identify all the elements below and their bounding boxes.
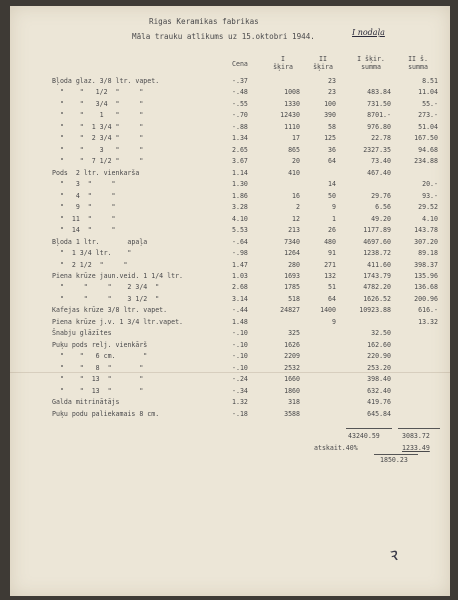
table-row xyxy=(10,272,450,283)
row-sum-second: 20.- xyxy=(422,180,438,189)
row-price: 2.68 xyxy=(232,283,248,292)
final-underline xyxy=(374,454,418,455)
row-item-name: " 3 " " xyxy=(52,180,116,189)
document-subtitle: Māla trauku atlikums uz 15.oktobri 1944. xyxy=(132,32,315,41)
row-price: -.10 xyxy=(232,340,248,349)
row-item-name: Galda mitrinātājs xyxy=(52,398,120,407)
column-header-s2: II š. summa xyxy=(408,55,428,71)
row-price: 1.03 xyxy=(232,271,248,280)
column-header-q1: I šķira xyxy=(273,55,293,71)
row-qty-first: 1626 xyxy=(284,340,300,349)
row-qty-first: 3588 xyxy=(284,409,300,418)
row-sum-first: 49.20 xyxy=(371,214,391,223)
row-sum-first: 632.40 xyxy=(367,386,391,395)
row-qty-first: 2209 xyxy=(284,352,300,361)
table-row xyxy=(10,226,450,237)
table-row xyxy=(10,249,450,260)
row-price: -.88 xyxy=(232,122,248,131)
row-qty-first: 12430 xyxy=(280,111,300,120)
row-item-name: Šnabju glāzītes xyxy=(52,329,112,338)
row-qty-second: 14 xyxy=(328,180,336,189)
row-sum-first: 4782.20 xyxy=(363,283,391,292)
row-sum-first: 1626.52 xyxy=(363,294,391,303)
row-sum-first: 162.60 xyxy=(367,340,391,349)
row-item-name: " " 13 " " xyxy=(52,386,144,395)
row-price: -.34 xyxy=(232,386,248,395)
row-qty-second: 125 xyxy=(324,134,336,143)
row-qty-first: 865 xyxy=(288,145,300,154)
row-qty-first: 1785 xyxy=(284,283,300,292)
column-header-s1: I šķir. summa xyxy=(357,55,385,71)
row-qty-second: 23 xyxy=(328,77,336,85)
table-row xyxy=(10,123,450,134)
row-price: -.10 xyxy=(232,329,248,338)
row-qty-first: 410 xyxy=(288,168,300,177)
table-row xyxy=(10,111,450,122)
row-item-name: " " " 3 1/2 " xyxy=(52,294,160,303)
row-sum-second: 200.96 xyxy=(414,294,438,303)
row-qty-second: 480 xyxy=(324,237,336,246)
row-item-name: Puķu podu paliekamais 8 cm. xyxy=(52,409,160,418)
table-row xyxy=(10,364,450,375)
row-qty-first: 24827 xyxy=(280,306,300,315)
row-price: -.18 xyxy=(232,409,248,418)
row-item-name: " " 1 " " xyxy=(52,111,144,120)
row-price: -.64 xyxy=(232,237,248,246)
total-sum-2: 3083.72 xyxy=(402,432,430,440)
row-price: -.70 xyxy=(232,111,248,120)
row-item-name: Kafejas krūze 3/8 ltr. vapet. xyxy=(52,306,168,315)
table-row xyxy=(10,295,450,306)
row-sum-first: 645.84 xyxy=(367,409,391,418)
row-sum-second: 234.88 xyxy=(414,157,438,166)
row-sum-second: 51.04 xyxy=(418,122,438,131)
table-row xyxy=(10,410,450,421)
row-item-name: " 11 " " xyxy=(52,214,116,223)
row-qty-second: 51 xyxy=(328,283,336,292)
row-price: 5.53 xyxy=(232,226,248,235)
company-title: Rigas Keramikas fabrikas xyxy=(149,17,259,26)
table-row xyxy=(10,341,450,352)
total-underline-1 xyxy=(346,428,392,429)
row-sum-second: 94.68 xyxy=(418,145,438,154)
row-sum-first: 4697.60 xyxy=(363,237,391,246)
row-sum-first: 1177.89 xyxy=(363,226,391,235)
row-qty-second: 64 xyxy=(328,157,336,166)
row-price: 2.65 xyxy=(232,145,248,154)
row-price: 3.14 xyxy=(232,294,248,303)
row-price: -.44 xyxy=(232,306,248,315)
table-row xyxy=(10,192,450,203)
row-sum-second: 135.96 xyxy=(414,271,438,280)
row-item-name: " " 3 " " xyxy=(52,145,144,154)
row-price: 3.67 xyxy=(232,157,248,166)
column-header-q2: II šķira xyxy=(313,55,333,71)
row-sum-first: 1743.79 xyxy=(363,271,391,280)
row-price: -.48 xyxy=(232,88,248,97)
row-item-name: " 2 1/2 " " xyxy=(52,260,128,269)
row-price: -.24 xyxy=(232,375,248,384)
row-qty-second: 271 xyxy=(324,260,336,269)
row-price: 3.28 xyxy=(232,203,248,212)
row-price: 4.10 xyxy=(232,214,248,223)
row-sum-second: 89.18 xyxy=(418,249,438,258)
row-sum-first: 1238.72 xyxy=(363,249,391,258)
row-sum-second: 273.- xyxy=(418,111,438,120)
row-qty-first: 1660 xyxy=(284,375,300,384)
row-sum-first: 253.20 xyxy=(367,363,391,372)
table-row xyxy=(10,352,450,363)
row-qty-first: 1693 xyxy=(284,271,300,280)
row-qty-first: 1860 xyxy=(284,386,300,395)
row-price: -.55 xyxy=(232,99,248,108)
row-sum-first: 6.56 xyxy=(375,203,391,212)
row-item-name: " " 6 cm. " xyxy=(52,352,148,361)
row-qty-second: 23 xyxy=(328,88,336,97)
row-sum-first: 411.60 xyxy=(367,260,391,269)
row-qty-second: 58 xyxy=(328,122,336,131)
row-sum-first: 220.90 xyxy=(367,352,391,361)
row-item-name: " " 1 3/4 " " xyxy=(52,122,144,131)
row-qty-second: 9 xyxy=(332,203,336,212)
row-qty-first: 280 xyxy=(288,260,300,269)
row-price: -.10 xyxy=(232,352,248,361)
row-price: 1.48 xyxy=(232,317,248,326)
table-row xyxy=(10,100,450,111)
column-header-price: Cena xyxy=(232,60,248,68)
row-sum-second: 167.50 xyxy=(414,134,438,143)
table-row xyxy=(10,375,450,386)
row-sum-second: 13.32 xyxy=(418,317,438,326)
row-price: 1.34 xyxy=(232,134,248,143)
discount-value: 1233.49 xyxy=(402,444,430,452)
row-price: 1.32 xyxy=(232,398,248,407)
row-qty-second: 36 xyxy=(328,145,336,154)
row-qty-second: 9 xyxy=(332,317,336,326)
row-sum-second: 93.- xyxy=(422,191,438,200)
row-item-name: " 9 " " xyxy=(52,203,116,212)
row-item-name: " 14 " " xyxy=(52,226,116,235)
row-sum-second: 29.52 xyxy=(418,203,438,212)
row-sum-first: 73.40 xyxy=(371,157,391,166)
row-qty-first: 318 xyxy=(288,398,300,407)
row-qty-second: 26 xyxy=(328,226,336,235)
row-qty-second: 390 xyxy=(324,111,336,120)
row-item-name: " " 7 1/2 " " xyxy=(52,157,144,166)
table-row xyxy=(10,134,450,145)
table-row xyxy=(10,215,450,226)
total-sum-1: 43240.59 xyxy=(348,432,380,440)
row-sum-first: 419.76 xyxy=(367,398,391,407)
row-price: 1.47 xyxy=(232,260,248,269)
row-price: -.98 xyxy=(232,249,248,258)
row-sum-first: 29.76 xyxy=(371,191,391,200)
row-sum-first: 32.50 xyxy=(371,329,391,338)
row-sum-first: 483.84 xyxy=(367,88,391,97)
table-row xyxy=(10,203,450,214)
row-price: -.10 xyxy=(232,363,248,372)
row-price: 1.86 xyxy=(232,191,248,200)
row-item-name: " " 3/4 " " xyxy=(52,99,144,108)
row-qty-first: 1008 xyxy=(284,88,300,97)
row-item-name: Bļoda 1 ltr. apaļa xyxy=(52,237,148,246)
table-row xyxy=(10,283,450,294)
table-row xyxy=(10,169,450,180)
row-item-name: Piena krūze j.v. 1 3/4 ltr.vapet. xyxy=(52,317,184,326)
table-row xyxy=(10,146,450,157)
discount-label: atskait.40% xyxy=(314,444,358,452)
row-item-name: Pods 2 ltr. vienkarša xyxy=(52,168,140,177)
row-qty-first: 1110 xyxy=(284,122,300,131)
row-sum-first: 8701.- xyxy=(367,111,391,120)
row-qty-first: 12 xyxy=(292,214,300,223)
table-row xyxy=(10,77,450,88)
row-price: 1.30 xyxy=(232,180,248,189)
row-sum-second: 55.- xyxy=(422,99,438,108)
table-row xyxy=(10,387,450,398)
table-row xyxy=(10,157,450,168)
row-price: 1.14 xyxy=(232,168,248,177)
table-row xyxy=(10,329,450,340)
row-qty-first: 1264 xyxy=(284,249,300,258)
row-qty-first: 1330 xyxy=(284,99,300,108)
row-item-name: " " " 2 3/4 " xyxy=(52,283,160,292)
row-qty-first: 16 xyxy=(292,191,300,200)
table-row xyxy=(10,180,450,191)
row-sum-first: 10923.88 xyxy=(359,306,391,315)
table-row xyxy=(10,306,450,317)
row-item-name: Piena krūze jaun.veid. 1 1/4 ltr. xyxy=(52,271,184,280)
row-qty-first: 2 xyxy=(296,203,300,212)
row-qty-first: 7340 xyxy=(284,237,300,246)
row-qty-first: 325 xyxy=(288,329,300,338)
row-sum-second: 398.37 xyxy=(414,260,438,269)
row-item-name: " " 2 3/4 " " xyxy=(52,134,144,143)
final-total: 1850.23 xyxy=(380,456,408,464)
row-sum-first: 2327.35 xyxy=(363,145,391,154)
table-row xyxy=(10,261,450,272)
table-row xyxy=(10,88,450,99)
row-sum-second: 136.68 xyxy=(414,283,438,292)
table-row xyxy=(10,318,450,329)
row-item-name: Bļoda glaz. 3/8 ltr. vapet. xyxy=(52,77,160,85)
row-sum-second: 4.10 xyxy=(422,214,438,223)
table-row xyxy=(10,398,450,409)
row-qty-second: 132 xyxy=(324,271,336,280)
row-qty-second: 50 xyxy=(328,191,336,200)
row-item-name: " " 13 " " xyxy=(52,375,144,384)
row-item-name: " " 8 " " xyxy=(52,363,144,372)
row-qty-second: 1400 xyxy=(320,306,336,315)
handwritten-note: I nodaļa xyxy=(352,28,385,37)
table-row xyxy=(10,238,450,249)
row-sum-second: 11.04 xyxy=(418,88,438,97)
row-sum-second: 307.20 xyxy=(414,237,438,246)
row-qty-second: 1 xyxy=(332,214,336,223)
total-underline-2 xyxy=(398,428,440,429)
row-sum-first: 976.80 xyxy=(367,122,391,131)
row-qty-first: 518 xyxy=(288,294,300,303)
row-sum-first: 22.78 xyxy=(371,134,391,143)
row-qty-first: 20 xyxy=(292,157,300,166)
row-qty-first: 213 xyxy=(288,226,300,235)
row-qty-second: 100 xyxy=(324,99,336,108)
row-item-name: Puķu pods relj. vienkārš xyxy=(52,340,148,349)
document-page xyxy=(10,6,450,596)
row-item-name: " " 1/2 " " xyxy=(52,88,144,97)
row-sum-first: 467.40 xyxy=(367,168,391,177)
row-sum-second: 8.51 xyxy=(422,77,438,85)
row-item-name: " 4 " " xyxy=(52,191,116,200)
row-qty-first: 2532 xyxy=(284,363,300,372)
row-qty-first: 17 xyxy=(292,134,300,143)
row-sum-first: 398.40 xyxy=(367,375,391,384)
row-item-name: " 1 3/4 ltr. " xyxy=(52,249,132,258)
row-qty-second: 64 xyxy=(328,294,336,303)
row-price: -.37 xyxy=(232,77,248,85)
row-sum-second: 143.78 xyxy=(414,226,438,235)
row-sum-second: 616.- xyxy=(418,306,438,315)
signature-mark: ꝛ xyxy=(385,544,400,567)
row-qty-second: 91 xyxy=(328,249,336,258)
row-sum-first: 731.50 xyxy=(367,99,391,108)
